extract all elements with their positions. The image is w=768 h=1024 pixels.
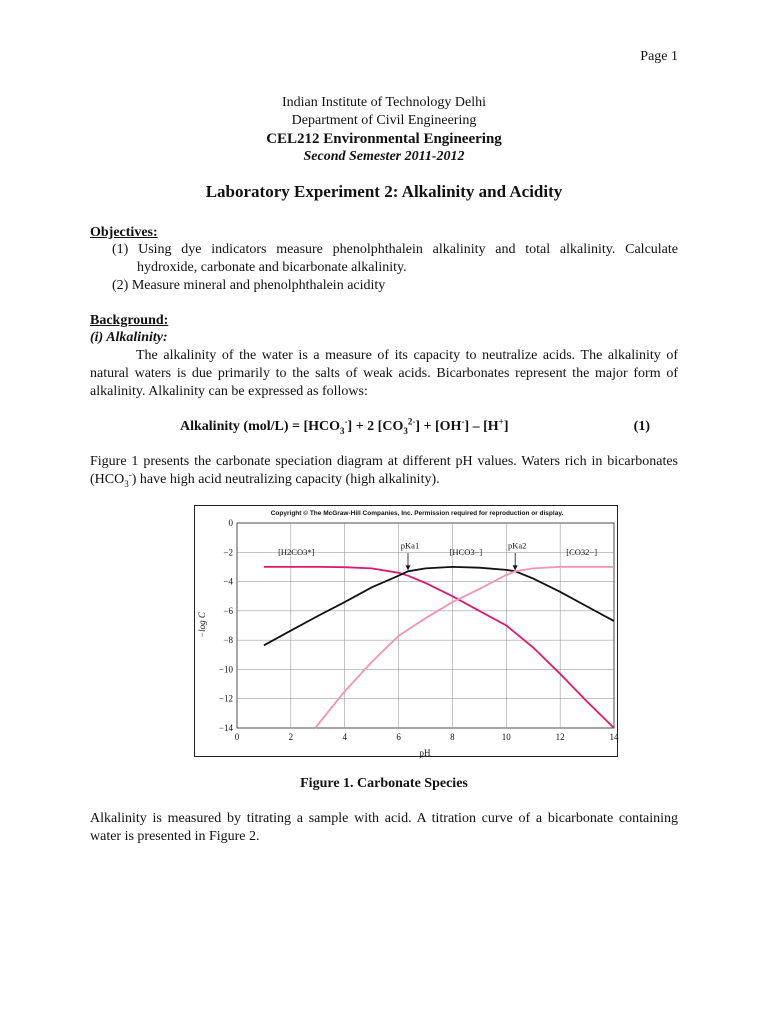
x-tick-label: 8 — [450, 732, 455, 742]
eq-h-sup: + — [498, 416, 504, 427]
x-tick-label: 10 — [501, 732, 511, 742]
institute-name: Indian Institute of Technology Delhi — [281, 95, 487, 110]
series-lines — [264, 567, 614, 728]
y-tick-label: −10 — [218, 664, 233, 675]
y-tick-label: −6 — [223, 605, 233, 616]
alkalinity-paragraph-text: The alkalinity of the water is a measure of its capacity to neutralize acids. The alkalinity of natural waters is due primarily to the salts of weak acids. Bicarbonates represent the major form of alkalinity. Alkalinity can be expressed as follows: — [90, 348, 678, 399]
background-heading — [90, 312, 678, 330]
eq-hco3-sup: - — [344, 416, 348, 427]
eq-oh-sup: - — [461, 416, 465, 427]
figure-caption: Figure 1. Carbonate Species — [300, 776, 468, 791]
x-tick-label: 14 — [609, 732, 619, 742]
label-pka2: pKa2 — [507, 540, 527, 551]
objective-item-2: (2) Measure mineral and phenolphthalein acidity — [112, 278, 386, 293]
equation-term3: ] + [OH — [415, 419, 462, 434]
figure-intro-text-b: ) have high acid neutralizing capacity (high alkalinity). — [131, 472, 440, 487]
y-tick-label: −2 — [223, 547, 233, 558]
y-tick-label: 0 — [228, 518, 233, 528]
label-pka1: pKa1 — [400, 540, 420, 551]
equation-term2: ] + 2 [CO — [347, 419, 404, 434]
titration-paragraph: Alkalinity is measured by titrating a sample with acid. A titration curve of a bicarbonate containing water is presented in Figure 2. — [90, 811, 678, 844]
alkalinity-paragraph — [90, 347, 678, 401]
carbonate-speciation-figure — [194, 505, 618, 757]
x-tick-label: 4 — [342, 732, 347, 742]
eq-co3-sup: 2- — [407, 416, 416, 427]
label-hco3: [HCO3−] — [449, 547, 483, 558]
equation-lhs: Alkalinity (mol/L) = [HCO — [180, 419, 341, 434]
semester: Second Semester 2011-2012 — [303, 149, 465, 164]
y-axis-label: −log C — [197, 612, 207, 638]
background-heading-text: Background: — [90, 313, 169, 328]
alkalinity-equation — [180, 418, 508, 436]
x-tick-label: 12 — [555, 732, 565, 742]
pka2-arrow-head — [513, 565, 518, 570]
alkalinity-subheading-text: (i) Alkalinity: — [90, 330, 168, 345]
x-axis-label: pH — [419, 748, 431, 758]
pka1-arrow-head — [405, 565, 410, 570]
y-tick-label: −14 — [218, 723, 233, 733]
eq-co3-sub: 3 — [403, 425, 408, 436]
label-co3: [CO32−] — [566, 547, 598, 558]
alkalinity-subheading — [90, 329, 678, 347]
x-tick-label: 6 — [396, 732, 401, 742]
figure-intro-sub: 3 — [124, 478, 129, 489]
label-h2co3: [H2CO3*] — [278, 547, 315, 558]
y-tick-label: −12 — [218, 693, 233, 704]
figure-intro-text-a: Figure 1 presents the carbonate speciation diagram at different pH values. Waters rich in bicarbonates (HCO — [90, 454, 678, 487]
equation-number: (1) — [633, 419, 650, 434]
x-tick-label: 2 — [288, 732, 294, 742]
objective-item-1: (1) Using dye indicators measure phenolphthalein alkalinity and total alkalinity. Calculate hydroxide, carbonate and bicarbonate alkalinity. — [112, 242, 678, 275]
chart-copyright: Copyright © The McGraw-Hill Companies, Inc. Permission required for reproduction or display. — [270, 510, 564, 517]
figure-intro-sup: - — [128, 469, 132, 480]
eq-hco3-sub: 3 — [340, 425, 345, 436]
y-tick-label: −4 — [223, 576, 233, 587]
chart-annotations — [278, 541, 597, 571]
department-name: Department of Civil Engineering — [291, 113, 477, 128]
document-title: Laboratory Experiment 2: Alkalinity and Acidity — [205, 182, 563, 201]
carbonate-speciation-chart — [195, 506, 619, 758]
equation-term4: ] – [H — [464, 419, 499, 434]
objectives-heading-text: Objectives: — [90, 225, 158, 240]
page-number: Page 1 — [640, 49, 678, 64]
course-title: CEL212 Environmental Engineering — [266, 131, 502, 147]
series-line-co3 — [315, 567, 614, 728]
objectives-heading — [90, 224, 678, 242]
objectives-list — [112, 241, 678, 295]
figure-intro-paragraph — [90, 453, 678, 489]
series-line-h2co3 — [264, 567, 614, 728]
x-tick-label: 0 — [234, 732, 240, 742]
series-line-hco3 — [264, 567, 614, 645]
equation-end: ] — [503, 419, 509, 434]
y-tick-label: −8 — [223, 635, 233, 646]
